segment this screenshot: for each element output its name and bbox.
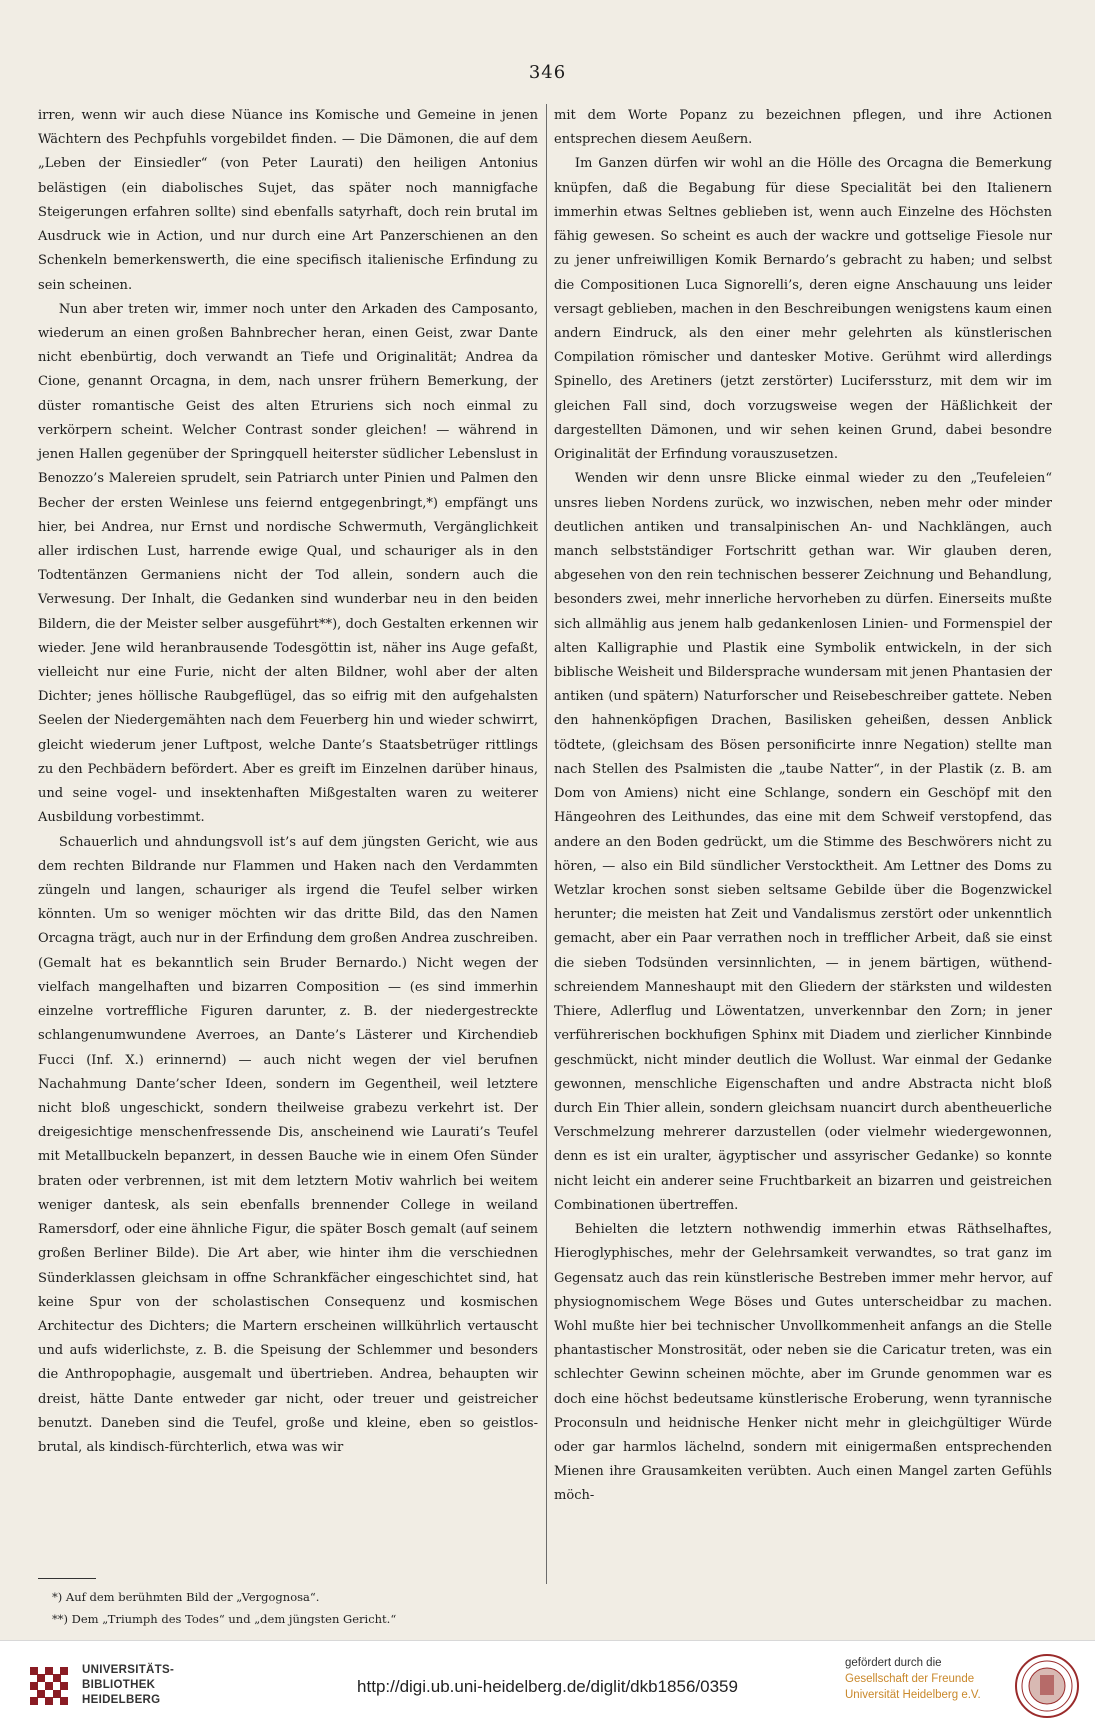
right-text-column	[554, 104, 1052, 1564]
footnote-rule	[38, 1578, 96, 1579]
paragraph: Nun aber treten wir, immer noch unter den Arkaden des Camposanto, wiederum an einen großen Bahnbrecher heran, einen Geist, zwar Dante nicht ebenbürtig, doch verwandt an Tiefe und Originalität; Andrea da Cione, genannt Orcagna, in dem, nach unsrer frühern Bemerkung, der düster romantische Geist des alten Etruriens sich noch einmal zu verkörpern scheint. Welcher Contrast sonder gleichen! — während in jenen Hallen gegenüber der Springquell heiterster südlicher Lebenslust in Benozzo’s Malereien sprudelt, sein Patriarch unter Pinien und Palmen den Becher der ersten Weinlese uns feiernd entgegenbringt,*) empfängt uns hier, bei Andrea, nur Ernst und nordische Schwermuth, Vergänglichkeit aller irdischen Lust, harrende ewige Qual, und schauriger als in den Todtentänzen Germaniens nicht der Tod allein, sondern auch die Verwesung. Der Inhalt, die Gedanken sind wunderbar neu in den beiden Bildern, die der Meister selber ausgeführt**), doch Gestalten erkennen wir wieder. Jene wild heranbrausende Todesgöttin ist, näher ins Auge gefaßt, vielleicht nur eine Furie, nicht der alten Bildner, wohl aber der alten Dichter; jenes höllische Raubgeflügel, das so eifrig mit den aufgehalsten Seelen der Niedergemähten nach dem Feuerberg hin und wieder schwirrt, gleicht wiederum jener Luftpost, welche Dante’s Staatsbetrüger rittlings zu den Pechbädern befördert. Aber es greift im Einzelnen darüber hinaus, und seine vogel- und insektenhaften Mißgestalten waren zu weiterer Ausbildung vorbestimmt.	[38, 301, 538, 826]
sponsor-name-line: Gesellschaft der Freunde	[845, 1673, 975, 1685]
column-divider	[546, 104, 547, 1584]
sponsor-name-line: Universität Heidelberg e.V.	[845, 1689, 981, 1701]
paragraph: Behielten die letztern nothwendig immerhin etwas Räthselhaftes, Hieroglyphisches, mehr der Gelehrsamkeit verwandtes, so trat ganz im Gegensatz auch das rein künstlerische Bestreben immer mehr hervor, auf physiognomischem Wege Böses und Gutes unterscheidbar zu machen. Wohl mußte hier bei technischer Unvollkommenheit anfangs an die Stelle phantastischer Monstrosität, oder neben sie die Caricatur treten, was ein schlechter Gewinn scheinen möchte, aber im Grunde genommen war es doch eine höchst bedeutsame künstlerische Eroberung, wenn tyrannische Proconsuln und heidnische Henker nicht mehr in gleichgültiger Würde oder gar harmlos lächelnd, sondern mit einigermaßen entsprechenden Mienen ihre Grausamkeiten verübten. Auch einen Mangel zarten Gefühls möch-	[554, 1222, 1052, 1504]
library-name-line: UNIVERSITÄTS-	[82, 1664, 175, 1676]
sponsor-credit[interactable]	[845, 1655, 981, 1703]
footnotes	[38, 1586, 538, 1630]
sponsor-intro: gefördert durch die	[845, 1657, 942, 1669]
library-name-line: BIBLIOTHEK	[82, 1679, 156, 1691]
university-seal-icon	[1014, 1653, 1080, 1719]
paragraph: mit dem Worte Popanz zu bezeichnen pflegen, und ihre Actionen entsprechen diesem Aeußern.	[554, 108, 1052, 148]
paragraph: irren, wenn wir auch diese Nüance ins Komische und Gemeine in jenen Wächtern des Pechpfuhls vorgebildet finden. — Die Dämonen, die auf dem „Leben der Einsiedler“ (von Peter Laurati) den heiligen Antonius belästigen (ein diabolisches Sujet, das später noch mannigfache Steigerungen erfahren sollte) sind ebenfalls satyrhaft, doch rein brutal im Ausdruck wie in Action, und nur durch eine Art Panzerschienen an den Schenkeln bemerkenswerth, die eine specifisch italienische Erfindung zu sein scheinen.	[38, 108, 538, 293]
left-text-column	[38, 104, 538, 1584]
paragraph: Wenden wir denn unsre Blicke einmal wieder zu den „Teufeleien“ unsres lieben Nordens zurück, wo inzwischen, neben mehr oder minder deutlichen antiken und transalpinischen An- und Nachklängen, auch manch selbstständiger Fortschritt gethan war. Wir glauben deren, abgesehen von den rein technischen besserer Zeichnung und Behandlung, besonders zwei, mehr innerliche hervorheben zu dürfen. Einerseits mußte sich allmählig aus jenem halb gedankenlosen Linien- und Formenspiel der alten Kalligraphie und Plastik eine Symbolik entwickeln, in der sich biblische Weisheit und Bildersprache wundersam mit jenen Phantasien der antiken (und spätern) Naturforscher und Reisebeschreiber gattete. Neben den hahnenköpfigen Drachen, Basilisken geheißen, dessen Anblick tödtete, (gleichsam des Bösen personificirte innre Negation) stellte man nach Stellen des Psalmisten die „taube Natter“, in der Plastik (z. B. am Dom von Amiens) nicht eine Schlange, sondern ein Geschöpf mit den Hängeohren des Leithundes, das eine mit dem Schweif verstopfend, das andere an den Boden gedrückt, um die Stimme des Beschwörers nicht zu hören, — also ein Bild sündlicher Verstocktheit. Am Lettner des Doms zu Wetzlar krochen sonst sieben seltsame Gebilde über die Bogenzwickel herunter; die meisten hat Zeit und Vandalismus zerstört oder unkenntlich gemacht, aber ein Paar verrathen noch in trefflicher Arbeit, daß sie einst die sieben Todsünden versinnlichten, — in jenem bärtigen, wüthend-schreiendem Manneshaupt mit den Gliedern der stärksten und wildesten Thiere, Adlerflug und Löwentatzen, unverkennbar den Zorn; in jener verführerischen bockhufigen Sphinx mit Diadem und zierlicher Kinnbinde geschmückt, nicht minder deutlich die Wollust. War einmal der Gedanke gewonnen, menschliche Eigenschaften und andre Abstracta nicht bloß durch Ein Thier allein, sondern gleichsam nuancirt durch abentheuerliche Verschmelzung mehrerer darzustellen (oder vielmehr wiedergewonnen, denn es ist ein uralter, ägyptischer und assyrischer Gedanke) so konnte nicht leicht ein anderer seine Fruchtbarkeit an bizarren und geistreichen Combinationen übertreffen.	[554, 471, 1052, 1213]
footnote: *) Auf dem berühmten Bild der „Vergognosa“.	[52, 1590, 320, 1604]
permalink-url[interactable]: http://digi.ub.uni-heidelberg.de/diglit/dkb1856/0359	[357, 1677, 738, 1696]
viewer-footer	[0, 1640, 1095, 1731]
library-name-line: HEIDELBERG	[82, 1694, 161, 1706]
paragraph: Schauerlich und ahndungsvoll ist’s auf dem jüngsten Gericht, wie aus dem rechten Bildrande nur Flammen und Haken nach den Verdammten züngeln und langen, schauriger als irgend die Teufel selber wirken könnten. Um so weniger möchten wir das dritte Bild, das den Namen Orcagna trägt, auch nur in der Erfindung dem großen Andrea zuschreiben. (Gemalt hat es bekanntlich sein Bruder Bernardo.) Nicht wegen der vielfach mangelhaften und bizarren Composition — (es sind immerhin einzelne vortreffliche Figuren darunter, z. B. der niedergestreckte schlangenumwundene Averroes, an Dante’s Lästerer und Kirchendieb Fucci (Inf. X.) erinnernd) — auch nicht wegen der viel berufnen Nachahmung Dante’scher Ideen, sondern im Gegentheil, weil letztere nicht bloß ungeschickt, sondern theilweise grabezu verkehrt ist. Der dreigesichtige menschenfressende Dis, anscheinend wie Laurati’s Teufel mit Metallbuckeln bepanzert, in dessen Bauche wie in einem Ofen Sünder braten oder verbrennen, ist mit dem letztern Motiv wahrlich bei weitem weniger dantesk, als sein ebenfalls brennender College in weiland Ramersdorf, oder eine ähnliche Figur, die später Bosch gemalt (auf seinem großen Berliner Bilde). Die Art aber, wie hinter ihm die verschiednen Sünderklassen gleichsam in offne Schrankfächer eingeschichtet sind, hat keine Spur von der scholastischen Consequenz und kosmischen Architectur des Dichters; die Martern erscheinen willkührlich vertauscht und aufs widerlichste, z. B. die Speisung der Schlemmer und besonders die Anthropophagie, ausgemalt und übertrieben. Andrea, behaupten wir dreist, hätte Dante entweder gar nicht, oder treuer und geistreicher benutzt. Daneben sind die Teufel, große und kleine, eben so geistlos-brutal, als kindisch-fürchterlich, etwa was wir	[38, 834, 538, 1456]
page-number: 346	[528, 62, 567, 83]
paragraph: Im Ganzen dürfen wir wohl an die Hölle des Orcagna die Bemerkung knüpfen, daß die Begabung für diese Specialität bei den Italienern immerhin etwas Seltnes geblieben ist, wenn auch Einzelne des Höchsten fähig gewesen. So scheint es auch der wackre und gottselige Fiesole nur zu jener unfreiwilligen Komik Bernardo’s gebracht zu haben; und selbst die Compositionen Luca Signorelli’s, deren eigne Anschauung uns leider versagt geblieben, machen in den Beschreibungen wenigstens kaum einen andern Eindruck, als den einer mehr gelehrten als künstlerischen Compilation römischer und dantesker Motive. Gerühmt wird allerdings Spinello, des Aretiners (jetzt zerstörter) Luciferssturz, mit dem wir im gleichen Fall sind, doch vorzugsweise wegen der Häßlichkeit der dargestellten Dämonen, und wir sehen keinen Grund, dabei besondre Originalität der Erfindung vorauszusetzen.	[554, 156, 1052, 463]
footnote: **) Dem „Triumph des Todes“ und „dem jüngsten Gericht.“	[52, 1612, 397, 1626]
